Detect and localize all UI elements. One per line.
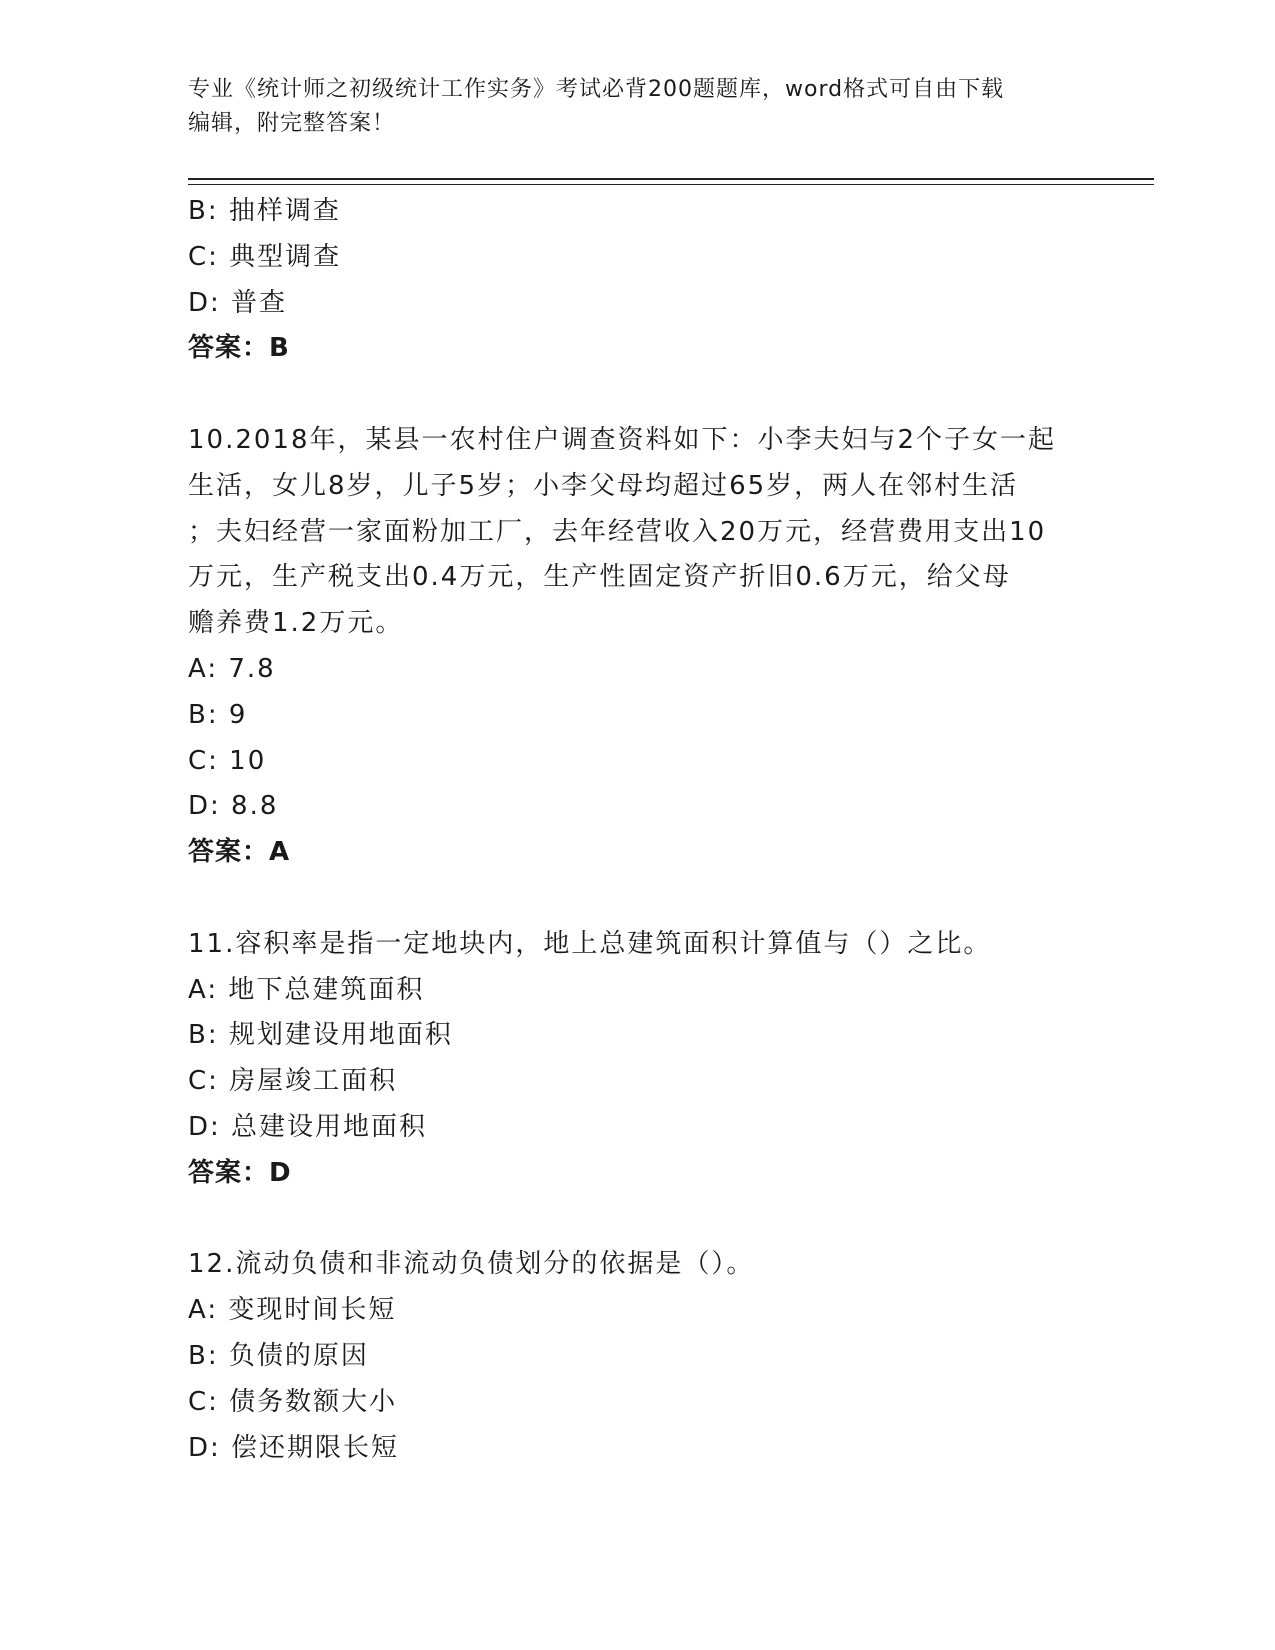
option-b: B: 规划建设用地面积 xyxy=(188,1020,453,1051)
option-b: B: 9 xyxy=(188,699,248,730)
option-d: D: 偿还期限长短 xyxy=(188,1432,400,1463)
option-c: C: 债务数额大小 xyxy=(188,1386,398,1417)
question-stem xyxy=(188,418,1088,647)
question-9 xyxy=(188,189,1088,372)
document-header xyxy=(188,73,1088,141)
option-c: C: 10 xyxy=(188,745,267,776)
option-b: B: 负债的原因 xyxy=(188,1340,369,1371)
option-d: D: 8.8 xyxy=(188,791,279,822)
stem-line: 赡养费1.2万元。 xyxy=(188,608,404,639)
header-rule-thin xyxy=(188,184,1154,185)
question-10 xyxy=(188,418,1088,876)
header-title-line-1: 专业《统计师之初级统计工作实务》考试必背200题题库，word格式可自由下载 xyxy=(188,77,1005,102)
option-c: C: 房屋竣工面积 xyxy=(188,1066,398,1097)
spacer xyxy=(188,876,1088,922)
header-title-line-2: 编辑，附完整答案！ xyxy=(188,111,396,136)
header-rule-thick xyxy=(188,178,1154,180)
option-b: B: 抽样调查 xyxy=(188,196,341,226)
stem-line: 生活，女儿8岁，儿子5岁；小李父母均超过65岁，两人在邻村生活 xyxy=(188,470,1019,501)
stem-line: 10.2018年，某县一农村住户调查资料如下：小李夫妇与2个子女一起 xyxy=(188,424,1057,455)
question-stem: 12.流动负债和非流动负债划分的依据是（）。 xyxy=(188,1249,755,1280)
answer: 答案：D xyxy=(188,1157,292,1188)
option-d: D: 普查 xyxy=(188,287,288,318)
question-12 xyxy=(188,1242,1088,1471)
option-c: C: 典型调查 xyxy=(188,241,342,272)
stem-line: 万元，生产税支出0.4万元，生产性固定资产折旧0.6万元，给父母 xyxy=(188,562,1011,593)
spacer xyxy=(188,372,1088,418)
option-a: A: 变现时间长短 xyxy=(188,1295,397,1326)
option-a: A: 地下总建筑面积 xyxy=(188,974,425,1005)
answer: 答案：A xyxy=(188,837,291,868)
question-list xyxy=(188,189,1088,1471)
option-a: A: 7.8 xyxy=(188,653,276,684)
spacer xyxy=(188,1197,1088,1243)
question-11 xyxy=(188,922,1088,1197)
stem-line: ；夫妇经营一家面粉加工厂，去年经营收入20万元，经营费用支出10 xyxy=(188,516,1047,547)
option-d: D: 总建设用地面积 xyxy=(188,1111,428,1142)
question-stem: 11.容积率是指一定地块内，地上总建筑面积计算值与（）之比。 xyxy=(188,928,992,959)
answer: 答案：B xyxy=(188,333,290,364)
